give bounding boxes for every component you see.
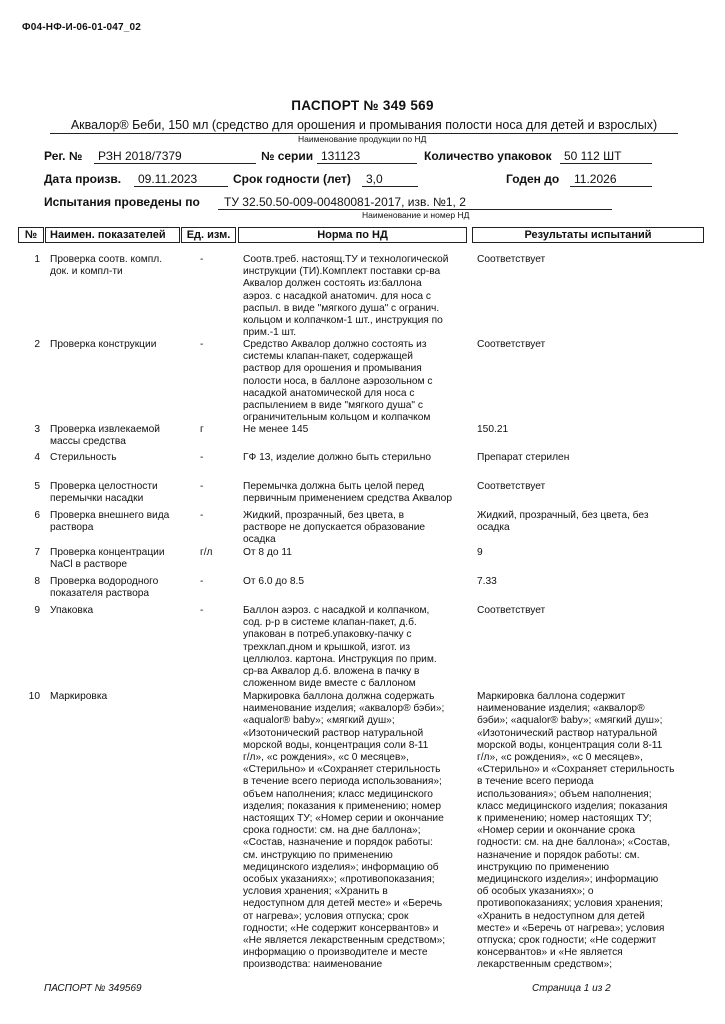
product-caption: Наименование продукции по НД xyxy=(298,134,427,144)
row-unit: - xyxy=(200,481,204,492)
row-result: Соответствует xyxy=(477,339,546,350)
row-unit: - xyxy=(200,576,204,587)
row-result: 9 xyxy=(477,547,483,558)
series-value: 131123 xyxy=(317,149,417,164)
row-indicator: Проверка целостности перемычки насадки xyxy=(50,481,158,505)
row-number: 6 xyxy=(34,510,40,521)
row-number: 1 xyxy=(34,254,40,265)
header-indicator-name: Наимен. показателей xyxy=(45,227,180,243)
row-unit: - xyxy=(200,254,204,265)
row-number: 10 xyxy=(28,691,40,702)
row-unit: г xyxy=(200,424,204,435)
row-result: Соответствует xyxy=(477,605,546,616)
row-number: 4 xyxy=(34,452,40,463)
passport-title: ПАСПОРТ № 349 569 xyxy=(291,98,434,113)
row-number: 5 xyxy=(34,481,40,492)
quantity-label: Количество упаковок xyxy=(424,149,552,163)
row-indicator: Проверка внешнего вида раствора xyxy=(50,510,170,534)
header-number: № xyxy=(18,227,44,243)
row-unit: - xyxy=(200,605,204,616)
valid-until-label: Годен до xyxy=(506,172,560,186)
row-unit: - xyxy=(200,339,204,350)
row-result: Жидкий, прозрачный, без цвета, без осадка xyxy=(477,510,649,534)
row-result: 7.33 xyxy=(477,576,497,587)
row-norm: Не менее 145 xyxy=(243,424,309,435)
row-norm: Жидкий, прозрачный, без цвета, в растворе не допускается образование осадка xyxy=(243,510,426,546)
row-indicator: Маркировка xyxy=(50,691,108,702)
row-result: Соответствует xyxy=(477,481,546,492)
valid-until-value: 11.2026 xyxy=(570,172,652,187)
reg-label: Рег. № xyxy=(44,149,83,163)
row-norm: Средство Аквалор должно состоять из системы клапан-пакет, содержащей раствор для орошения и промывания полости носа, в баллоне аэрозольном с насадкой анатомической для носа с распылением в виде "мягкого душа" с ограничительным кольцом и колпачком xyxy=(243,339,433,424)
row-norm: ГФ 13, изделие должно быть стерильно xyxy=(243,452,432,463)
production-date-label: Дата произв. xyxy=(44,172,122,186)
footer-page-number: Страница 1 из 2 xyxy=(532,983,611,994)
reg-value: РЗН 2018/7379 xyxy=(94,149,256,164)
row-result: 150.21 xyxy=(477,424,509,435)
row-norm: От 6.0 до 8.5 xyxy=(243,576,305,587)
row-norm: Соотв.треб. настоящ.ТУ и технологической инструкции (ТИ).Комплект поставки ср-ва Аквалор должен состоять из:баллона аэроз. с насадкой анатомич. для носа с распыл. в виде "мягкого душа" с огранич. кольцом и колпачком-1 шт., инструкция по прим.-1 шт. xyxy=(243,254,449,339)
row-result: Препарат стерилен xyxy=(477,452,570,463)
row-number: 7 xyxy=(34,547,40,558)
row-indicator: Проверка концентрации NaCl в растворе xyxy=(50,547,165,571)
row-indicator: Проверка извлекаемой массы средства xyxy=(50,424,160,448)
row-number: 8 xyxy=(34,576,40,587)
header-norm: Норма по НД xyxy=(238,227,467,243)
production-date-value: 09.11.2023 xyxy=(134,172,228,187)
row-norm: От 8 до 11 xyxy=(243,547,292,558)
row-indicator: Упаковка xyxy=(50,605,94,616)
row-indicator: Проверка конструкции xyxy=(50,339,157,350)
shelf-life-value: 3,0 xyxy=(362,172,418,187)
shelf-life-label: Срок годности (лет) xyxy=(233,172,351,186)
header-results: Результаты испытаний xyxy=(472,227,704,243)
row-norm: Перемычка должна быть целой перед первичным применением средства Аквалор xyxy=(243,481,452,505)
row-result: Соответствует xyxy=(477,254,546,265)
quantity-value: 50 112 ШТ xyxy=(560,149,652,164)
row-number: 2 xyxy=(34,339,40,350)
row-norm: Баллон аэроз. с насадкой и колпачком, сод. р-р в системе клапан-пакет, д.б. упакован в потреб.упаковку-пачку с трехклап.дном и крышкой, изгот. из целлюлоз. картона. Инструкция по прим. ср-ва Аквалор д.б. вложена в пачку в сложенном виде вместе с баллоном xyxy=(243,605,437,690)
row-indicator: Проверка соотв. компл. док. и компл-ти xyxy=(50,254,163,278)
footer-passport-number: ПАСПОРТ № 349569 xyxy=(44,983,142,994)
row-indicator: Стерильность xyxy=(50,452,117,463)
series-label: № серии xyxy=(261,149,314,163)
row-unit: г/л xyxy=(200,547,213,558)
row-unit: - xyxy=(200,510,204,521)
row-unit: - xyxy=(200,452,204,463)
header-unit: Ед. изм. xyxy=(181,227,236,243)
row-number: 3 xyxy=(34,424,40,435)
row-indicator: Проверка водородного показателя раствора xyxy=(50,576,159,600)
row-norm: Маркировка баллона должна содержать наименование изделия; «аквалор® бэби»; «aqualor® baby»; «мягкий душ»; «Изотонический раствор натуральной морской воды, концентрация соли 8-11 г/л», «с рождения», «с 0 месяцев», «Стерильно» и «Сохраняет стерильность в течение всего периода использования»; объем наполнения; класс медицинского изделия; показания к применению; номер настоящих ТУ; «Номер серии и окончание срока годности: см. на дне баллона»; «Состав, назначение и порядок работы: см. инструкцию по применению медицинского изделия»; информацию об особых указаниях»; «противопоказания; условия хранения; «Хранить в недоступном для детей месте» и «Беречь от нагрева»; условия отпуска; срок годности; «Не содержит консервантов» и «Не является лекарственным средством»; информацию о производителе и месте производства: наименование xyxy=(243,691,446,971)
document-code: Ф04-НФ-И-06-01-047_02 xyxy=(22,22,142,33)
product-name: Аквалор® Беби, 150 мл (средство для орошения и промывания полости носа для детей и взрослых) xyxy=(50,118,678,134)
row-number: 9 xyxy=(34,605,40,616)
tests-label: Испытания проведены по xyxy=(44,195,200,209)
row-result: Маркировка баллона содержит наименование изделия; «аквалор® бэби»; «aqualor® baby»; «мягкий душ»; «Изотонический раствор натуральной морской воды, концентрация соли 8-11 г/л», «с рождения», «с 0 месяцев», «Стерильно» и «Сохраняет стерильность в течение всего периода использования»; объем наполнения; класс медицинского изделия; показания к применению; номер настоящих ТУ; «Номер серии и окончание срока годности: см. на дне баллона»; «Состав, назначение и порядок работы: см. инструкцию по применению медицинского изделия»; информацию об особых указаниях»; о противопоказаниях; условия хранения; «Хранить в недоступном для детей месте» и «Беречь от нагрева»; условия отпуска; срок годности; «Не содержит консервантов» и «Не является лекарственным средством»; xyxy=(477,691,675,971)
tests-value: ТУ 32.50.50-009-00480081-2017, изв. №1, 2 xyxy=(218,195,612,210)
tests-caption: Наименование и номер НД xyxy=(362,210,470,220)
